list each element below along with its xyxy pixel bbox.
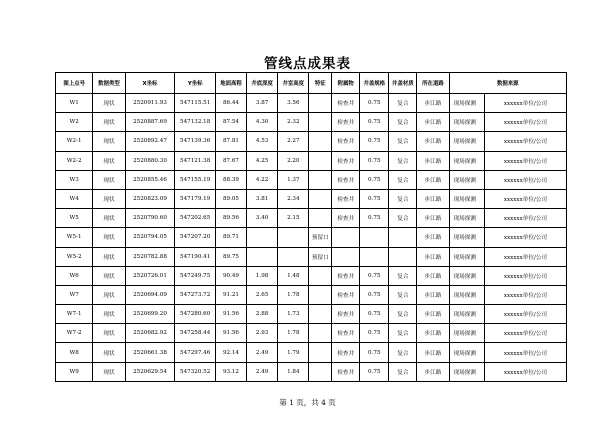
table-cell: 步江路 [417,266,449,285]
table-cell: xxxxxx单位/公司 [484,343,566,362]
table-cell: 4.30 [247,113,278,132]
table-cell [332,228,360,247]
table-cell: W1 [56,94,93,113]
table-cell: W7-2 [56,324,93,343]
table-cell: 检查井 [332,113,360,132]
pipeline-points-table [55,72,567,382]
table-cell: xxxxxx单位/公司 [484,285,566,304]
table-cell: 0.75 [360,362,389,381]
table-cell: 现状 [93,266,125,285]
table-cell: 2.65 [247,285,278,304]
table-cell: 3.40 [247,209,278,228]
table-cell: xxxxxx单位/公司 [484,189,566,208]
table-cell: 547258.44 [175,324,216,343]
table-cell: 547139.36 [175,132,216,151]
table-cell: 2520629.54 [125,362,175,381]
table-cell: 2520823.09 [125,189,175,208]
table-cell: 2.49 [247,362,278,381]
table-cell: 复合 [389,170,417,189]
table-cell: 步江路 [417,285,449,304]
table-cell: 步江路 [417,170,449,189]
table-cell: W5 [56,209,93,228]
table-cell: 现场探测 [449,209,484,228]
table-cell: xxxxxx单位/公司 [484,305,566,324]
table-cell [309,324,332,343]
table-row [56,132,567,151]
table-row [56,170,567,189]
table-cell: 547179.19 [175,189,216,208]
table-cell [309,132,332,151]
table-cell: 86.44 [215,94,246,113]
table-cell: 复合 [389,343,417,362]
table-cell: 检查井 [332,343,360,362]
table-cell: 0.75 [360,266,389,285]
table-cell: W2 [56,113,93,132]
table-cell: 0.75 [360,170,389,189]
table-cell [360,247,389,266]
table-row [56,113,567,132]
table-cell: 547273.72 [175,285,216,304]
column-header: 特征 [309,73,332,94]
table-cell: 92.14 [215,343,246,362]
table-cell: 2520790.60 [125,209,175,228]
column-header: 所在道路 [417,73,449,94]
table-cell: 现场探测 [449,324,484,343]
table-cell: 现状 [93,247,125,266]
table-cell: 547190.41 [175,247,216,266]
table-row [56,305,567,324]
table-cell: 现状 [93,189,125,208]
table-cell: 547121.38 [175,151,216,170]
table-cell: 87.54 [215,113,246,132]
table-cell: 2520661.38 [125,343,175,362]
table-cell [309,113,332,132]
table-cell: 现状 [93,151,125,170]
table-cell: W7-1 [56,305,93,324]
column-header: 井盖材质 [389,73,417,94]
table-cell: xxxxxx单位/公司 [484,228,566,247]
table-cell: 现场探测 [449,362,484,381]
table-cell: 复合 [389,113,417,132]
table-cell: 1.37 [278,170,309,189]
table-cell: 步江路 [417,132,449,151]
table-cell: 1.48 [278,266,309,285]
table-cell: 检查井 [332,266,360,285]
table-cell: 0.75 [360,113,389,132]
table-cell: 现场探测 [449,343,484,362]
table-cell: 3.56 [278,94,309,113]
page-title: 管线点成果表 [264,56,351,72]
table-row [56,247,567,266]
table-cell: 2520880.30 [125,151,175,170]
table-cell: W4 [56,189,93,208]
table-cell: 1.78 [278,285,309,304]
table-cell: 检查井 [332,170,360,189]
table-cell: 0.75 [360,343,389,362]
table-cell [389,228,417,247]
table-cell: 复合 [389,305,417,324]
table-cell: W5-1 [56,228,93,247]
table-cell: 现场探测 [449,285,484,304]
table-cell: xxxxxx单位/公司 [484,266,566,285]
table-cell [309,189,332,208]
table-cell: 89.71 [215,228,246,247]
table-cell: 1.73 [278,305,309,324]
table-cell: 547115.51 [175,94,216,113]
table-cell: 2520726.01 [125,266,175,285]
table-cell: W2-1 [56,132,93,151]
column-header: 井底深度 [247,73,278,94]
table-cell: 检查井 [332,94,360,113]
table-cell: 检查井 [332,132,360,151]
table-cell: 现场探测 [449,170,484,189]
table-cell: 547280.60 [175,305,216,324]
table-cell: 1.79 [278,343,309,362]
table-cell: 4.22 [247,170,278,189]
table-cell: 步江路 [417,305,449,324]
table-cell: 检查井 [332,151,360,170]
table-cell: 3.87 [247,94,278,113]
table-cell: 2520892.47 [125,132,175,151]
table-cell: 547155.19 [175,170,216,189]
table-cell: 步江路 [417,324,449,343]
table-cell: xxxxxx单位/公司 [484,170,566,189]
table-cell: 复合 [389,94,417,113]
table-cell: W7 [56,285,93,304]
table-cell: 复合 [389,324,417,343]
table-cell: 0.75 [360,94,389,113]
column-header: 数据类型 [93,73,125,94]
table-cell: 现场探测 [449,305,484,324]
table-cell: 547202.65 [175,209,216,228]
table-cell: 4.53 [247,132,278,151]
table-row [56,362,567,381]
table-cell [309,151,332,170]
table-cell: 87.81 [215,132,246,151]
table-cell: xxxxxx单位/公司 [484,209,566,228]
table-cell: 91.56 [215,305,246,324]
table-cell: 步江路 [417,228,449,247]
table-cell [360,228,389,247]
table-cell: W9 [56,362,93,381]
table-cell: 现场探测 [449,228,484,247]
table-cell: 现状 [93,305,125,324]
table-cell: 2.32 [278,113,309,132]
table-cell: 复合 [389,189,417,208]
table-cell: 现状 [93,113,125,132]
table-cell: 现状 [93,285,125,304]
table-row [56,324,567,343]
table-cell: 0.75 [360,132,389,151]
column-header: 图上点号 [56,73,93,94]
table-cell: 89.05 [215,189,246,208]
table-cell: 复合 [389,362,417,381]
table-cell: W5-2 [56,247,93,266]
table-cell: 547320.52 [175,362,216,381]
table-cell [332,247,360,266]
column-header: 井室高度 [278,73,309,94]
table-cell: 步江路 [417,113,449,132]
table-row [56,151,567,170]
table-row [56,343,567,362]
page-number: 第 1 页，共 4 页 [279,398,336,407]
table-cell: 1.84 [278,362,309,381]
table-cell: 89.56 [215,209,246,228]
table-cell: 0.75 [360,285,389,304]
table-cell: 预留口 [309,247,332,266]
table-cell [278,247,309,266]
table-cell: 现状 [93,132,125,151]
table-cell: 87.67 [215,151,246,170]
table-cell: 2520699.20 [125,305,175,324]
table-cell [309,170,332,189]
table-cell: xxxxxx单位/公司 [484,362,566,381]
table-cell: 2520694.09 [125,285,175,304]
table-cell: 91.21 [215,285,246,304]
table-cell: 现场探测 [449,266,484,285]
table-cell: 1.78 [278,324,309,343]
table-cell: 547207.20 [175,228,216,247]
table-cell: 93.12 [215,362,246,381]
table-cell: xxxxxx单位/公司 [484,151,566,170]
table-cell [309,305,332,324]
table-cell: 现状 [93,362,125,381]
table-cell [309,343,332,362]
table-row [56,228,567,247]
table-cell: xxxxxx单位/公司 [484,247,566,266]
table-cell: 现场探测 [449,113,484,132]
table-cell [247,247,278,266]
table-row [56,209,567,228]
table-cell: 步江路 [417,189,449,208]
table-cell: 2.34 [278,189,309,208]
table-cell: 2520794.05 [125,228,175,247]
table-cell: 复合 [389,151,417,170]
table-cell: 步江路 [417,362,449,381]
table-cell: 4.25 [247,151,278,170]
table-cell: 89.75 [215,247,246,266]
table-cell: 2.88 [247,305,278,324]
table-cell [309,266,332,285]
table-cell: 复合 [389,285,417,304]
table-cell: 现状 [93,343,125,362]
table-cell: 2.20 [278,151,309,170]
table-cell [309,285,332,304]
table-cell: 2.93 [247,324,278,343]
table-cell: 2520682.92 [125,324,175,343]
table-row [56,285,567,304]
table-cell: 1.98 [247,266,278,285]
table-cell [309,94,332,113]
table-cell: 547297.46 [175,343,216,362]
table-cell: 547249.75 [175,266,216,285]
table-cell [309,362,332,381]
table-cell [247,228,278,247]
table-cell: 0.75 [360,151,389,170]
table-row [56,94,567,113]
table-cell: 2520887.69 [125,113,175,132]
column-header: 附属物 [332,73,360,94]
table-cell: xxxxxx单位/公司 [484,94,566,113]
table-cell: 0.75 [360,305,389,324]
table-cell: 现场探测 [449,94,484,113]
table-cell: 现状 [93,209,125,228]
table-cell: 现场探测 [449,151,484,170]
table-cell [309,209,332,228]
table-cell: 0.75 [360,324,389,343]
column-header: X坐标 [125,73,175,94]
table-cell: 检查井 [332,324,360,343]
table-cell [278,228,309,247]
table-cell: 检查井 [332,189,360,208]
table-cell: 2.49 [247,343,278,362]
table-cell: 复合 [389,209,417,228]
table-cell: 步江路 [417,343,449,362]
table-header-row [56,73,567,94]
table-cell: 现场探测 [449,189,484,208]
table-cell: 检查井 [332,305,360,324]
table-cell: 现状 [93,170,125,189]
table-cell: W6 [56,266,93,285]
table-cell: 2520911.93 [125,94,175,113]
table-cell: W2-2 [56,151,93,170]
table-row [56,189,567,208]
table-cell: xxxxxx单位/公司 [484,132,566,151]
table-cell: 检查井 [332,209,360,228]
table-cell: 步江路 [417,209,449,228]
table-cell: W8 [56,343,93,362]
table-cell: xxxxxx单位/公司 [484,324,566,343]
column-header: Y坐标 [175,73,216,94]
table-cell: 步江路 [417,247,449,266]
table-cell: 88.39 [215,170,246,189]
table-cell: 0.75 [360,209,389,228]
table-cell: W3 [56,170,93,189]
table-cell: 检查井 [332,285,360,304]
table-cell: 现状 [93,324,125,343]
table-cell: 复合 [389,132,417,151]
table-cell: 3.81 [247,189,278,208]
table-cell: 2520855.46 [125,170,175,189]
column-header: 数据来源 [449,73,566,94]
table-cell: 现状 [93,94,125,113]
table-cell: 复合 [389,266,417,285]
table-cell: xxxxxx单位/公司 [484,113,566,132]
table-cell: 90.49 [215,266,246,285]
table-cell [389,247,417,266]
table-cell: 0.75 [360,189,389,208]
table-cell: 步江路 [417,151,449,170]
table-row [56,266,567,285]
table-cell: 2.27 [278,132,309,151]
table-cell: 现场探测 [449,247,484,266]
table-cell: 现场探测 [449,132,484,151]
table-cell: 步江路 [417,94,449,113]
table-cell: 2520782.88 [125,247,175,266]
table-cell: 现状 [93,228,125,247]
table-cell: 547132.18 [175,113,216,132]
table-cell: 预留口 [309,228,332,247]
table-cell: 2.15 [278,209,309,228]
table-cell: 91.56 [215,324,246,343]
table-cell: 检查井 [332,362,360,381]
column-header: 井盖规格 [360,73,389,94]
column-header: 地面高程 [215,73,246,94]
